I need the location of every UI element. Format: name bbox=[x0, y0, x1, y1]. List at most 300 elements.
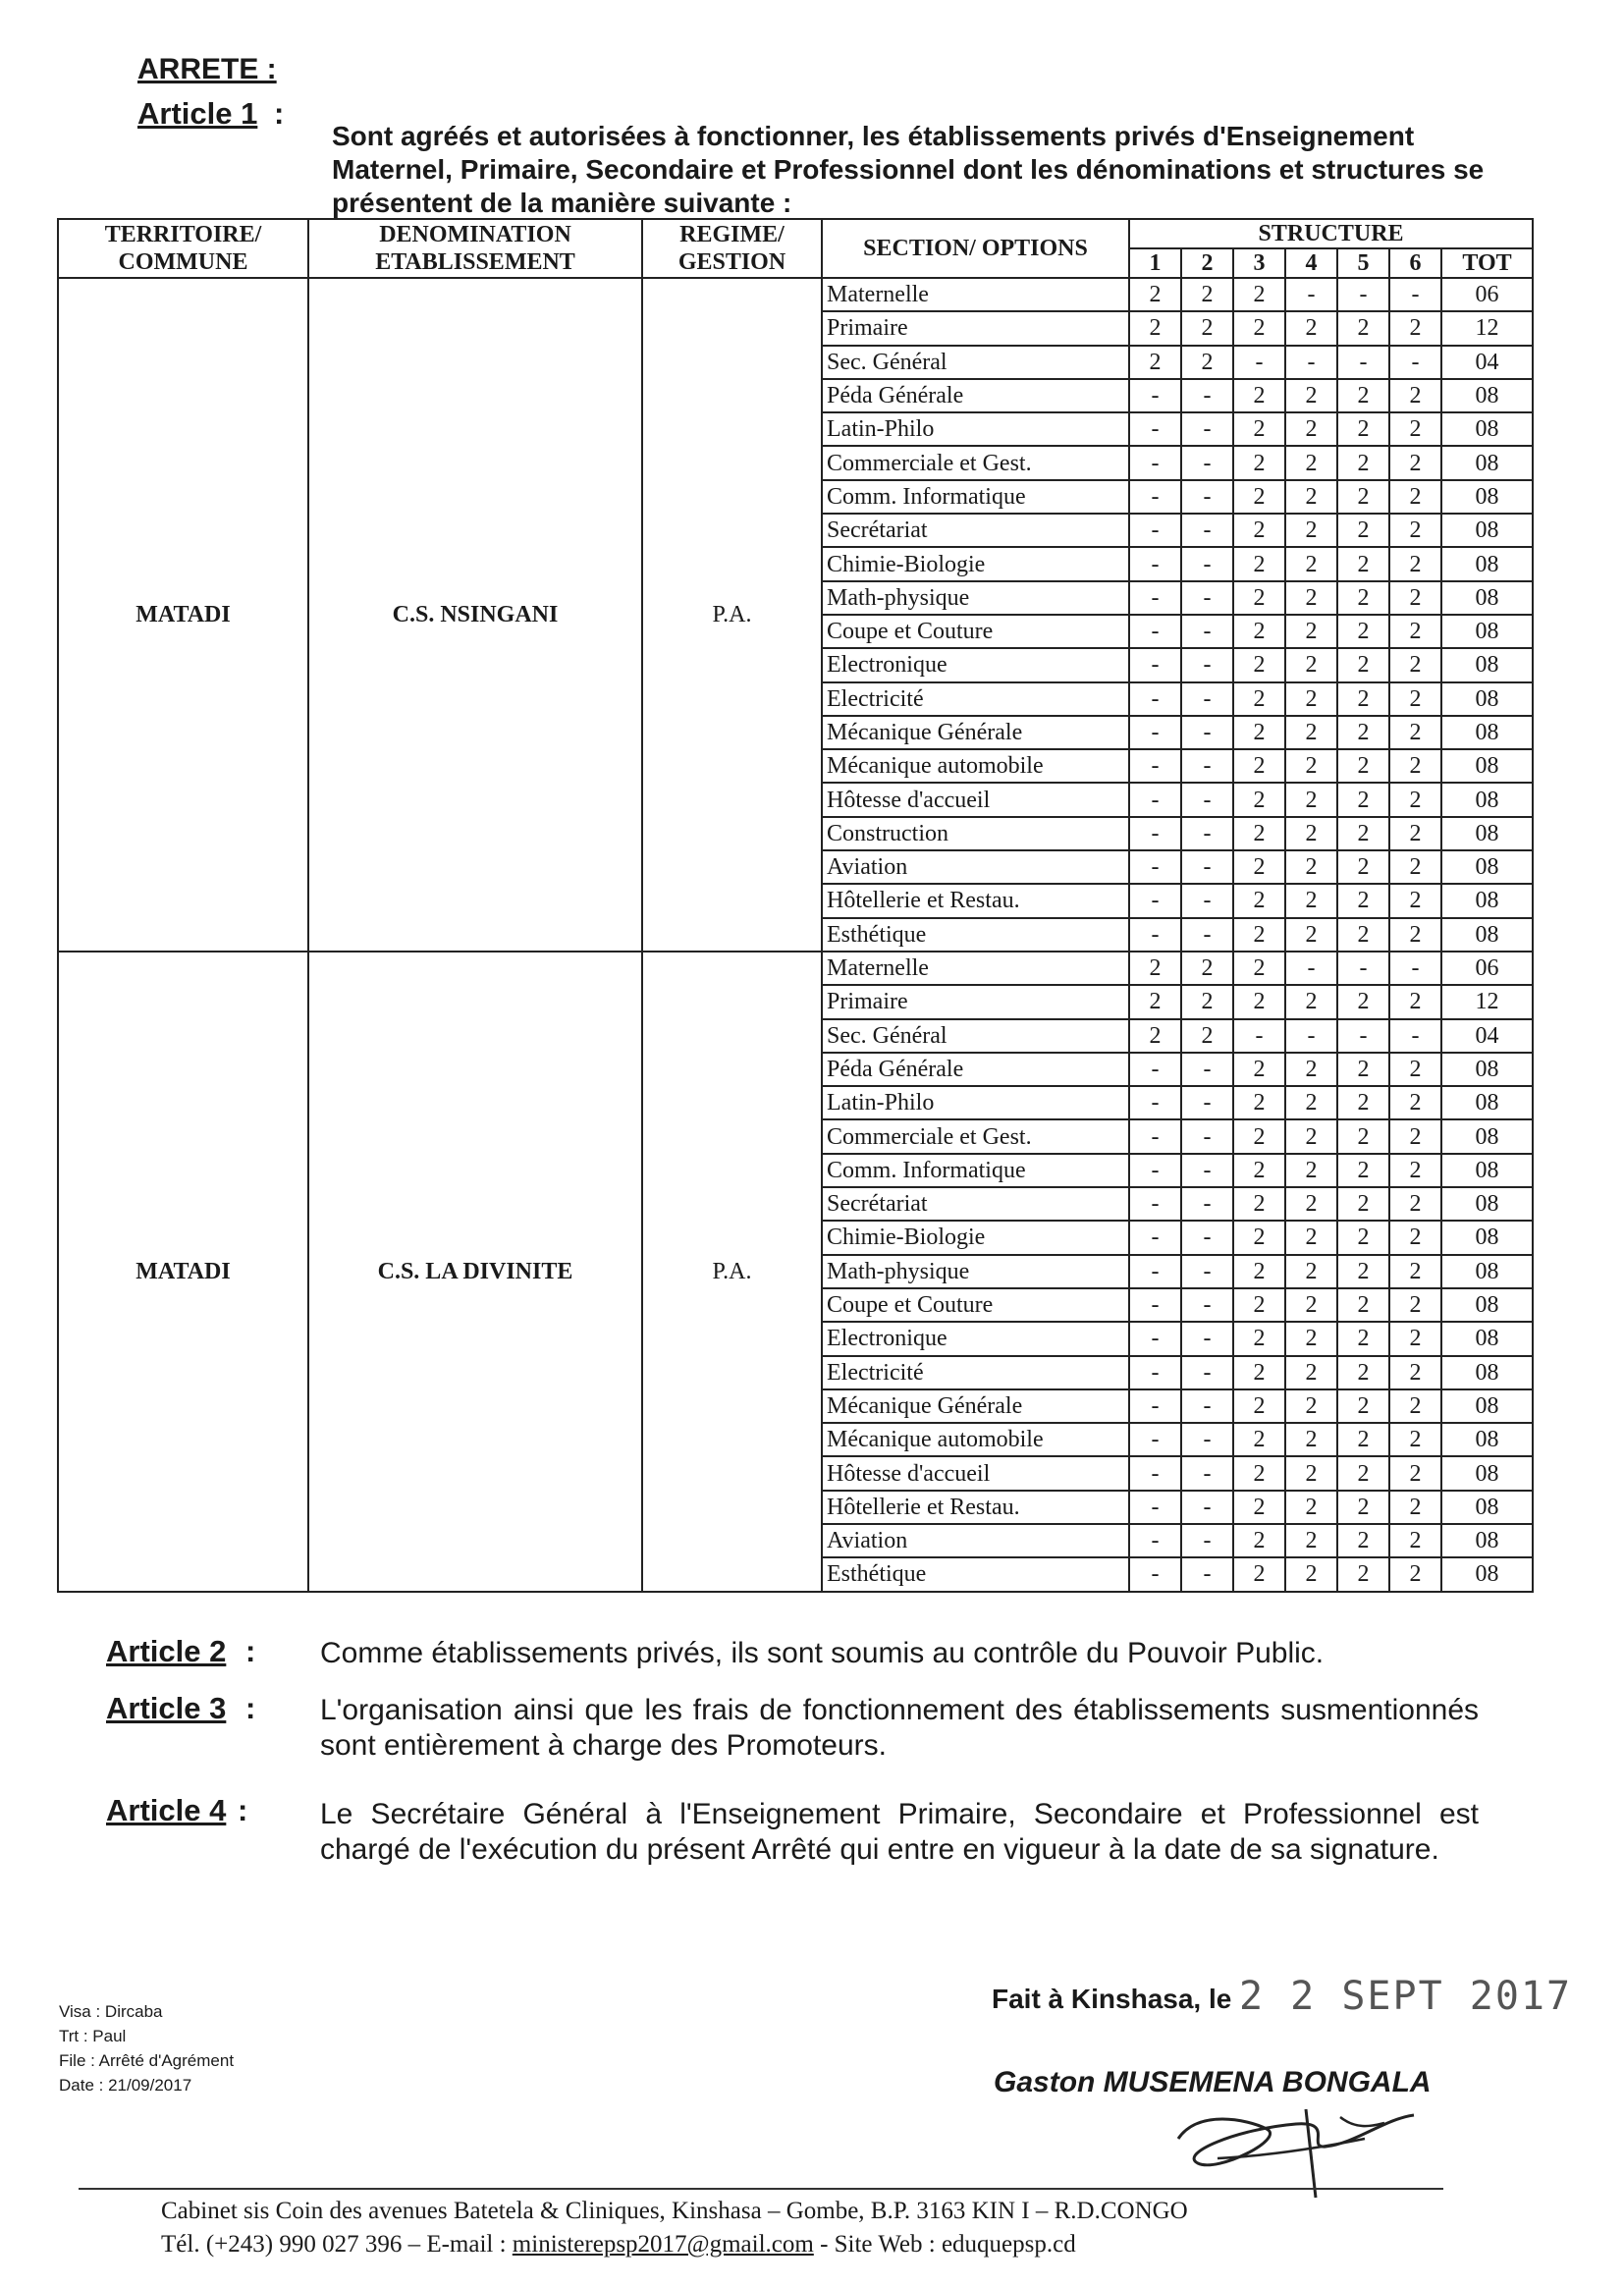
total-cell: 04 bbox=[1441, 1019, 1533, 1053]
structure-cell: - bbox=[1129, 1524, 1181, 1557]
total-cell: 08 bbox=[1441, 884, 1533, 917]
structure-cell: 2 bbox=[1233, 1524, 1285, 1557]
structure-cell: 2 bbox=[1233, 379, 1285, 412]
option-cell: Math-physique bbox=[822, 1255, 1129, 1288]
structure-cell: 2 bbox=[1337, 682, 1389, 716]
structure-cell: 2 bbox=[1129, 952, 1181, 985]
structure-cell: - bbox=[1285, 1019, 1337, 1053]
structure-cell: 2 bbox=[1233, 278, 1285, 311]
structure-cell: 2 bbox=[1337, 1356, 1389, 1389]
structure-cell: 2 bbox=[1285, 1187, 1337, 1221]
structure-cell: 2 bbox=[1233, 1356, 1285, 1389]
header-section: SECTION/ OPTIONS bbox=[822, 219, 1129, 278]
structure-cell: 2 bbox=[1233, 682, 1285, 716]
header-col-4: 4 bbox=[1285, 248, 1337, 278]
option-cell: Mécanique Générale bbox=[822, 716, 1129, 749]
regime-cell: P.A. bbox=[642, 952, 822, 1592]
structure-cell: 2 bbox=[1285, 749, 1337, 783]
option-cell: Primaire bbox=[822, 985, 1129, 1018]
option-cell: Coupe et Couture bbox=[822, 1288, 1129, 1322]
option-cell: Coupe et Couture bbox=[822, 615, 1129, 648]
structure-cell: - bbox=[1181, 1524, 1233, 1557]
structure-cell: 2 bbox=[1389, 1389, 1441, 1423]
structure-cell: - bbox=[1389, 1019, 1441, 1053]
structure-cell: 2 bbox=[1285, 1557, 1337, 1591]
option-cell: Electricité bbox=[822, 682, 1129, 716]
structure-cell: 2 bbox=[1233, 716, 1285, 749]
structure-cell: 2 bbox=[1285, 1389, 1337, 1423]
structure-cell: 2 bbox=[1285, 1221, 1337, 1254]
structure-cell: - bbox=[1181, 749, 1233, 783]
structure-cell: - bbox=[1181, 547, 1233, 580]
table-header bbox=[58, 219, 1533, 278]
structure-cell: 2 bbox=[1181, 311, 1233, 345]
structure-cell: - bbox=[1129, 648, 1181, 681]
structure-cell: 2 bbox=[1285, 1322, 1337, 1355]
structure-cell: 2 bbox=[1285, 1154, 1337, 1187]
total-cell: 06 bbox=[1441, 278, 1533, 311]
structure-cell: 2 bbox=[1233, 884, 1285, 917]
structure-cell: 2 bbox=[1285, 1288, 1337, 1322]
header-denomination: DENOMINATION ETABLISSEMENT bbox=[308, 219, 642, 278]
structure-cell: - bbox=[1129, 783, 1181, 816]
structure-table bbox=[57, 218, 1534, 1593]
structure-cell: - bbox=[1181, 1086, 1233, 1119]
footer-email-link[interactable]: ministerepsp2017@gmail.com bbox=[512, 2231, 814, 2258]
structure-cell: - bbox=[1129, 918, 1181, 952]
option-cell: Mécanique automobile bbox=[822, 1423, 1129, 1456]
structure-cell: 2 bbox=[1233, 1322, 1285, 1355]
structure-cell: 2 bbox=[1337, 1288, 1389, 1322]
structure-cell: - bbox=[1181, 1356, 1233, 1389]
structure-cell: 2 bbox=[1233, 1456, 1285, 1490]
structure-cell: 2 bbox=[1233, 1119, 1285, 1153]
article-1-text: Sont agréés et autorisées à fonctionner, les établissements privés d'Enseignement Maternel, Primaire, Secondaire et Professionnel dont les dénominations et structures se présentent de la manière suivante : bbox=[332, 121, 1485, 218]
structure-cell: 2 bbox=[1233, 581, 1285, 615]
structure-cell: 2 bbox=[1233, 1423, 1285, 1456]
structure-cell: 2 bbox=[1285, 1356, 1337, 1389]
structure-cell: 2 bbox=[1181, 952, 1233, 985]
structure-cell: 2 bbox=[1389, 850, 1441, 884]
total-cell: 08 bbox=[1441, 547, 1533, 580]
date-line: Date : 21/09/2017 bbox=[59, 2076, 192, 2095]
structure-cell: 2 bbox=[1181, 1019, 1233, 1053]
structure-cell: 2 bbox=[1285, 884, 1337, 917]
file-line: File : Arrêté d'Agrément bbox=[59, 2051, 235, 2070]
structure-cell: - bbox=[1181, 1053, 1233, 1086]
option-cell: Comm. Informatique bbox=[822, 480, 1129, 514]
table-row bbox=[58, 952, 1533, 985]
visa-line: Visa : Dircaba bbox=[59, 2002, 163, 2021]
structure-cell: - bbox=[1181, 379, 1233, 412]
structure-cell: - bbox=[1129, 581, 1181, 615]
signer-name: Gaston MUSEMENA BONGALA bbox=[994, 2066, 1432, 2098]
structure-cell: - bbox=[1181, 480, 1233, 514]
structure-cell: 2 bbox=[1337, 1557, 1389, 1591]
structure-cell: - bbox=[1181, 1557, 1233, 1591]
structure-cell: - bbox=[1129, 884, 1181, 917]
option-cell: Mécanique automobile bbox=[822, 749, 1129, 783]
structure-cell: 2 bbox=[1233, 514, 1285, 547]
structure-cell: 2 bbox=[1389, 1322, 1441, 1355]
structure-cell: - bbox=[1129, 749, 1181, 783]
option-cell: Péda Générale bbox=[822, 1053, 1129, 1086]
structure-cell: 2 bbox=[1285, 1119, 1337, 1153]
structure-cell: 2 bbox=[1389, 1356, 1441, 1389]
structure-cell: 2 bbox=[1389, 1221, 1441, 1254]
structure-cell: 2 bbox=[1389, 615, 1441, 648]
option-cell: Construction bbox=[822, 817, 1129, 850]
option-cell: Sec. Général bbox=[822, 346, 1129, 379]
total-cell: 08 bbox=[1441, 1356, 1533, 1389]
total-cell: 08 bbox=[1441, 1154, 1533, 1187]
option-cell: Aviation bbox=[822, 1524, 1129, 1557]
structure-cell: - bbox=[1181, 1322, 1233, 1355]
structure-cell: 2 bbox=[1285, 412, 1337, 446]
structure-cell: - bbox=[1181, 446, 1233, 479]
date-stamp: 2 2 SEPT 2017 bbox=[1239, 1974, 1573, 2019]
structure-cell: 2 bbox=[1389, 480, 1441, 514]
structure-cell: 2 bbox=[1129, 346, 1181, 379]
total-cell: 08 bbox=[1441, 446, 1533, 479]
total-cell: 08 bbox=[1441, 918, 1533, 952]
article-4-text: Le Secrétaire Général à l'Enseignement Primaire, Secondaire et Professionnel est chargé de l'exécution du présent Arrêté qui entre en vigueur à la date de sa signature. bbox=[320, 1798, 1479, 1866]
structure-cell: 2 bbox=[1233, 412, 1285, 446]
structure-cell: 2 bbox=[1389, 446, 1441, 479]
structure-cell: 2 bbox=[1285, 514, 1337, 547]
structure-cell: 2 bbox=[1285, 379, 1337, 412]
structure-cell: - bbox=[1181, 648, 1233, 681]
structure-cell: 2 bbox=[1129, 311, 1181, 345]
structure-cell: - bbox=[1129, 817, 1181, 850]
structure-cell: 2 bbox=[1285, 1456, 1337, 1490]
structure-cell: 2 bbox=[1337, 918, 1389, 952]
structure-cell: - bbox=[1389, 278, 1441, 311]
structure-cell: 2 bbox=[1233, 1154, 1285, 1187]
structure-cell: - bbox=[1129, 1423, 1181, 1456]
structure-cell: 2 bbox=[1337, 480, 1389, 514]
total-cell: 08 bbox=[1441, 682, 1533, 716]
structure-cell: - bbox=[1129, 1389, 1181, 1423]
structure-cell: 2 bbox=[1389, 581, 1441, 615]
structure-cell: 2 bbox=[1285, 547, 1337, 580]
structure-cell: 2 bbox=[1337, 412, 1389, 446]
total-cell: 08 bbox=[1441, 1423, 1533, 1456]
structure-cell: 2 bbox=[1233, 547, 1285, 580]
total-cell: 08 bbox=[1441, 379, 1533, 412]
structure-cell: 2 bbox=[1389, 918, 1441, 952]
total-cell: 12 bbox=[1441, 985, 1533, 1018]
structure-cell: 2 bbox=[1389, 682, 1441, 716]
option-cell: Secrétariat bbox=[822, 1187, 1129, 1221]
territoire-cell: MATADI bbox=[58, 278, 308, 952]
structure-cell: 2 bbox=[1337, 1322, 1389, 1355]
structure-cell: - bbox=[1181, 1221, 1233, 1254]
structure-cell: 2 bbox=[1285, 850, 1337, 884]
structure-cell: - bbox=[1129, 1221, 1181, 1254]
total-cell: 08 bbox=[1441, 783, 1533, 816]
structure-cell: 2 bbox=[1285, 716, 1337, 749]
structure-cell: 2 bbox=[1233, 1557, 1285, 1591]
option-cell: Maternelle bbox=[822, 278, 1129, 311]
option-cell: Sec. Général bbox=[822, 1019, 1129, 1053]
structure-cell: 2 bbox=[1337, 1524, 1389, 1557]
structure-cell: - bbox=[1129, 412, 1181, 446]
header-col-2: 2 bbox=[1181, 248, 1233, 278]
structure-cell: 2 bbox=[1233, 1053, 1285, 1086]
structure-cell: 2 bbox=[1233, 918, 1285, 952]
structure-cell: 2 bbox=[1337, 1086, 1389, 1119]
header-regime: REGIME/ GESTION bbox=[642, 219, 822, 278]
structure-cell: 2 bbox=[1389, 1255, 1441, 1288]
option-cell: Electronique bbox=[822, 648, 1129, 681]
structure-cell: - bbox=[1129, 446, 1181, 479]
structure-cell: 2 bbox=[1337, 1255, 1389, 1288]
option-cell: Comm. Informatique bbox=[822, 1154, 1129, 1187]
structure-cell: 2 bbox=[1181, 278, 1233, 311]
structure-cell: 2 bbox=[1285, 446, 1337, 479]
structure-cell: - bbox=[1181, 514, 1233, 547]
footer-address: Cabinet sis Coin des avenues Batetela & Cliniques, Kinshasa – Gombe, B.P. 3163 KIN I – R.D.CONGO bbox=[161, 2198, 1188, 2224]
structure-cell: - bbox=[1337, 278, 1389, 311]
structure-cell: 2 bbox=[1285, 985, 1337, 1018]
structure-cell: 2 bbox=[1337, 1221, 1389, 1254]
structure-cell: 2 bbox=[1129, 1019, 1181, 1053]
structure-cell: - bbox=[1129, 1322, 1181, 1355]
header-col-tot: TOT bbox=[1441, 248, 1533, 278]
structure-cell: - bbox=[1129, 1119, 1181, 1153]
structure-cell: - bbox=[1129, 1255, 1181, 1288]
structure-cell: - bbox=[1233, 1019, 1285, 1053]
structure-cell: 2 bbox=[1233, 446, 1285, 479]
structure-cell: 2 bbox=[1389, 716, 1441, 749]
structure-cell: - bbox=[1285, 952, 1337, 985]
article-2-text: Comme établissements privés, ils sont soumis au contrôle du Pouvoir Public. bbox=[320, 1637, 1325, 1669]
structure-cell: - bbox=[1181, 1187, 1233, 1221]
header-col-5: 5 bbox=[1337, 248, 1389, 278]
structure-cell: 2 bbox=[1337, 379, 1389, 412]
structure-cell: 2 bbox=[1233, 952, 1285, 985]
total-cell: 08 bbox=[1441, 1288, 1533, 1322]
option-cell: Hôtesse d'accueil bbox=[822, 1456, 1129, 1490]
structure-cell: - bbox=[1129, 1288, 1181, 1322]
structure-cell: 2 bbox=[1389, 1524, 1441, 1557]
total-cell: 08 bbox=[1441, 1053, 1533, 1086]
option-cell: Electronique bbox=[822, 1322, 1129, 1355]
structure-cell: 2 bbox=[1389, 1456, 1441, 1490]
total-cell: 08 bbox=[1441, 1119, 1533, 1153]
structure-cell: 2 bbox=[1285, 1053, 1337, 1086]
structure-cell: 2 bbox=[1337, 749, 1389, 783]
header-col-3: 3 bbox=[1233, 248, 1285, 278]
option-cell: Commerciale et Gest. bbox=[822, 446, 1129, 479]
structure-cell: - bbox=[1129, 682, 1181, 716]
article-4-label: Article 4 bbox=[106, 1793, 227, 1827]
structure-cell: 2 bbox=[1233, 1086, 1285, 1119]
structure-cell: - bbox=[1181, 1119, 1233, 1153]
option-cell: Esthétique bbox=[822, 1557, 1129, 1591]
option-cell: Chimie-Biologie bbox=[822, 547, 1129, 580]
header-col-1: 1 bbox=[1129, 248, 1181, 278]
etablissement-cell: C.S. NSINGANI bbox=[308, 278, 642, 952]
option-cell: Math-physique bbox=[822, 581, 1129, 615]
structure-cell: - bbox=[1181, 1456, 1233, 1490]
total-cell: 08 bbox=[1441, 581, 1533, 615]
structure-cell: 2 bbox=[1129, 278, 1181, 311]
structure-cell: - bbox=[1181, 1423, 1233, 1456]
structure-cell: 2 bbox=[1233, 1187, 1285, 1221]
structure-cell: 2 bbox=[1389, 311, 1441, 345]
structure-cell: 2 bbox=[1285, 1086, 1337, 1119]
structure-cell: - bbox=[1129, 379, 1181, 412]
option-cell: Latin-Philo bbox=[822, 412, 1129, 446]
structure-cell: 2 bbox=[1389, 547, 1441, 580]
structure-cell: 2 bbox=[1233, 817, 1285, 850]
structure-cell: - bbox=[1337, 952, 1389, 985]
territoire-cell: MATADI bbox=[58, 952, 308, 1592]
structure-cell: - bbox=[1181, 1389, 1233, 1423]
structure-cell: - bbox=[1129, 1154, 1181, 1187]
total-cell: 08 bbox=[1441, 615, 1533, 648]
structure-cell: - bbox=[1181, 884, 1233, 917]
article-3-text: L'organisation ainsi que les frais de fonctionnement des établissements susmentionnés sont entièrement à charge des Promoteurs. bbox=[320, 1694, 1479, 1762]
structure-cell: 2 bbox=[1389, 1423, 1441, 1456]
total-cell: 08 bbox=[1441, 1187, 1533, 1221]
table-row bbox=[58, 278, 1533, 311]
structure-cell: 2 bbox=[1285, 817, 1337, 850]
total-cell: 08 bbox=[1441, 817, 1533, 850]
total-cell: 08 bbox=[1441, 514, 1533, 547]
arrete-heading: ARRETE : bbox=[137, 53, 277, 85]
structure-cell: 2 bbox=[1285, 648, 1337, 681]
etablissement-cell: C.S. LA DIVINITE bbox=[308, 952, 642, 1592]
total-cell: 08 bbox=[1441, 1557, 1533, 1591]
structure-cell: 2 bbox=[1233, 1389, 1285, 1423]
footer-divider bbox=[79, 2188, 1443, 2190]
total-cell: 08 bbox=[1441, 749, 1533, 783]
article-1-colon: : bbox=[273, 96, 285, 131]
structure-cell: 2 bbox=[1337, 985, 1389, 1018]
structure-cell: - bbox=[1129, 1356, 1181, 1389]
structure-cell: - bbox=[1181, 615, 1233, 648]
footer-site: - Site Web : eduquepsp.cd bbox=[820, 2231, 1076, 2258]
table-body bbox=[58, 278, 1533, 1592]
article-4-colon: : bbox=[238, 1793, 248, 1827]
structure-cell: 2 bbox=[1285, 1423, 1337, 1456]
trt-line: Trt : Paul bbox=[59, 2027, 127, 2045]
structure-cell: - bbox=[1181, 412, 1233, 446]
structure-cell: 2 bbox=[1337, 615, 1389, 648]
total-cell: 12 bbox=[1441, 311, 1533, 345]
option-cell: Electricité bbox=[822, 1356, 1129, 1389]
structure-cell: - bbox=[1181, 581, 1233, 615]
total-cell: 08 bbox=[1441, 1456, 1533, 1490]
structure-cell: 2 bbox=[1337, 1154, 1389, 1187]
option-cell: Commerciale et Gest. bbox=[822, 1119, 1129, 1153]
header-structure: STRUCTURE bbox=[1129, 219, 1533, 248]
structure-cell: - bbox=[1181, 1491, 1233, 1524]
structure-cell: - bbox=[1337, 346, 1389, 379]
header-territoire: TERRITOIRE/ COMMUNE bbox=[58, 219, 308, 278]
total-cell: 08 bbox=[1441, 648, 1533, 681]
structure-cell: 2 bbox=[1389, 783, 1441, 816]
option-cell: Chimie-Biologie bbox=[822, 1221, 1129, 1254]
structure-cell: 2 bbox=[1285, 480, 1337, 514]
structure-cell: 2 bbox=[1285, 311, 1337, 345]
structure-cell: 2 bbox=[1285, 682, 1337, 716]
option-cell: Latin-Philo bbox=[822, 1086, 1129, 1119]
structure-cell: - bbox=[1389, 346, 1441, 379]
option-cell: Hôtesse d'accueil bbox=[822, 783, 1129, 816]
total-cell: 08 bbox=[1441, 1524, 1533, 1557]
option-cell: Primaire bbox=[822, 311, 1129, 345]
total-cell: 08 bbox=[1441, 1491, 1533, 1524]
structure-cell: 2 bbox=[1389, 514, 1441, 547]
article-1-title: Article 1 bbox=[137, 96, 258, 131]
total-cell: 08 bbox=[1441, 1086, 1533, 1119]
structure-cell: 2 bbox=[1389, 817, 1441, 850]
structure-cell: - bbox=[1181, 783, 1233, 816]
total-cell: 08 bbox=[1441, 480, 1533, 514]
total-cell: 06 bbox=[1441, 952, 1533, 985]
structure-cell: - bbox=[1181, 1288, 1233, 1322]
article-1-label bbox=[137, 96, 284, 132]
total-cell: 08 bbox=[1441, 412, 1533, 446]
footer-tel: Tél. (+243) 990 027 396 – E-mail : bbox=[161, 2231, 507, 2258]
structure-cell: 2 bbox=[1285, 1524, 1337, 1557]
total-cell: 08 bbox=[1441, 1255, 1533, 1288]
structure-cell: 2 bbox=[1285, 783, 1337, 816]
structure-cell: 2 bbox=[1389, 1187, 1441, 1221]
option-cell: Secrétariat bbox=[822, 514, 1129, 547]
structure-cell: - bbox=[1181, 716, 1233, 749]
structure-cell: 2 bbox=[1233, 615, 1285, 648]
structure-cell: 2 bbox=[1389, 749, 1441, 783]
fait-a-kinshasa: Fait à Kinshasa, le bbox=[992, 1984, 1232, 2014]
structure-cell: 2 bbox=[1181, 985, 1233, 1018]
structure-cell: 2 bbox=[1337, 1187, 1389, 1221]
total-cell: 08 bbox=[1441, 1221, 1533, 1254]
total-cell: 08 bbox=[1441, 1322, 1533, 1355]
structure-cell: 2 bbox=[1389, 1557, 1441, 1591]
structure-cell: - bbox=[1181, 682, 1233, 716]
structure-cell: - bbox=[1129, 1557, 1181, 1591]
structure-cell: 2 bbox=[1337, 547, 1389, 580]
structure-cell: 2 bbox=[1233, 1491, 1285, 1524]
structure-cell: 2 bbox=[1389, 1288, 1441, 1322]
structure-cell: 2 bbox=[1233, 480, 1285, 514]
structure-cell: 2 bbox=[1285, 918, 1337, 952]
total-cell: 08 bbox=[1441, 1389, 1533, 1423]
structure-cell: 2 bbox=[1389, 1154, 1441, 1187]
option-cell: Maternelle bbox=[822, 952, 1129, 985]
structure-cell: 2 bbox=[1233, 985, 1285, 1018]
option-cell: Péda Générale bbox=[822, 379, 1129, 412]
structure-cell: - bbox=[1129, 615, 1181, 648]
option-cell: Esthétique bbox=[822, 918, 1129, 952]
structure-cell: - bbox=[1129, 850, 1181, 884]
option-cell: Aviation bbox=[822, 850, 1129, 884]
structure-cell: 2 bbox=[1337, 581, 1389, 615]
structure-cell: 2 bbox=[1285, 1255, 1337, 1288]
option-cell: Hôtellerie et Restau. bbox=[822, 1491, 1129, 1524]
structure-cell: 2 bbox=[1285, 581, 1337, 615]
total-cell: 04 bbox=[1441, 346, 1533, 379]
footer-contacts bbox=[161, 2231, 1076, 2259]
structure-cell: 2 bbox=[1337, 1389, 1389, 1423]
structure-cell: 2 bbox=[1129, 985, 1181, 1018]
article-2-colon: : bbox=[245, 1634, 256, 1668]
